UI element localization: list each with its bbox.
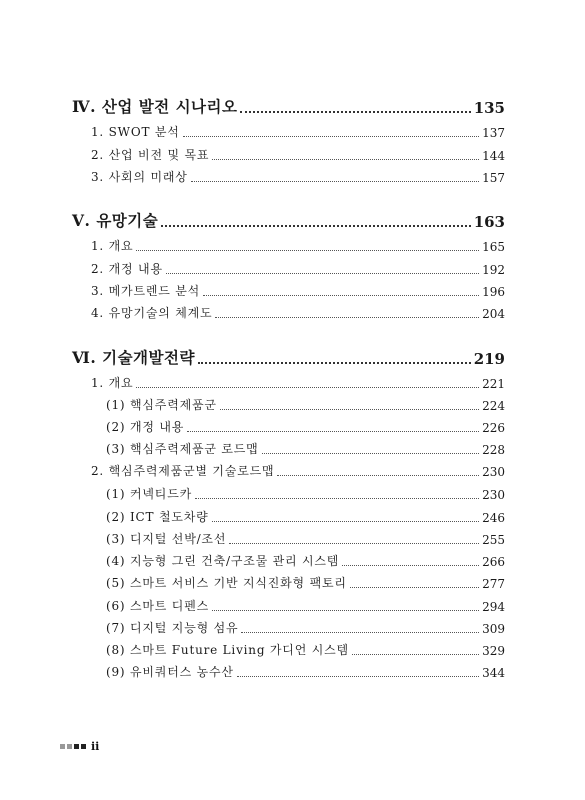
toc-entry-page: 226	[482, 421, 505, 435]
toc-entry-title: (4) 지능형 그린 건축/구조물 관리 시스템	[106, 554, 340, 568]
dot-leader	[166, 273, 479, 274]
toc-entry-title: (2) ICT 철도차량	[106, 510, 209, 524]
dot-leader	[161, 225, 470, 227]
toc-entry[interactable]	[0, 574, 585, 591]
toc-entry-title: 3. 사회의 미래상	[91, 170, 188, 184]
toc-entry-page: 157	[482, 171, 505, 185]
toc-entry-page: 165	[482, 240, 505, 254]
toc-entry-chapter-6[interactable]	[0, 346, 585, 368]
toc-entry-page: 266	[482, 555, 505, 569]
footer-square-icon	[67, 744, 72, 749]
toc-entry-page: 137	[482, 126, 505, 140]
toc-entry[interactable]	[0, 440, 585, 457]
toc-entry-page: 329	[482, 644, 505, 658]
toc-entry-page: 163	[473, 213, 505, 231]
dot-leader	[241, 632, 479, 633]
toc-entry-title: 1. SWOT 분석	[91, 125, 180, 139]
toc-entry-page: 230	[482, 488, 505, 502]
toc-entry[interactable]	[0, 552, 585, 569]
dot-leader	[240, 111, 470, 113]
toc-entry-title: (6) 스마트 디펜스	[106, 599, 209, 613]
dot-leader	[212, 521, 480, 522]
dot-leader	[136, 250, 479, 251]
toc-entry-title: (8) 스마트 Future Living 가디언 시스템	[106, 643, 349, 657]
toc-entry-title: 2. 산업 비전 및 목표	[91, 148, 210, 162]
toc-entry-chapter-5[interactable]	[0, 209, 585, 231]
dot-leader	[195, 498, 479, 499]
toc-entry-page: 246	[482, 511, 505, 525]
footer-square-icon	[81, 744, 86, 749]
toc-entry-page: 255	[482, 533, 505, 547]
toc-entry[interactable]	[0, 304, 585, 321]
dot-leader	[237, 676, 479, 677]
toc-entry-page: 228	[482, 443, 505, 457]
dot-leader	[342, 565, 479, 566]
toc-entry[interactable]	[0, 418, 585, 435]
toc-entry-page: 192	[482, 263, 505, 277]
toc-entry-title: Ⅳ. 산업 발전 시나리오	[72, 97, 238, 116]
toc-entry-page: 294	[482, 600, 505, 614]
toc-entry[interactable]	[0, 282, 585, 299]
dot-leader	[229, 543, 479, 544]
dot-leader	[215, 317, 479, 318]
toc-entry[interactable]	[0, 260, 585, 277]
dot-leader	[350, 587, 479, 588]
toc-entry[interactable]	[0, 396, 585, 413]
toc-entry-title: (1) 커넥티드카	[106, 487, 192, 501]
toc-entry-page: 277	[482, 577, 505, 591]
toc-entry-title: (3) 디지털 선박/조선	[106, 532, 227, 546]
toc-entry[interactable]	[0, 530, 585, 547]
toc-entry-page: 204	[482, 307, 505, 321]
toc-entry-page: 224	[482, 399, 505, 413]
toc-entry[interactable]	[0, 146, 585, 163]
toc-entry-page: 344	[482, 666, 505, 680]
toc-entry-page: 230	[482, 465, 505, 479]
toc-entry-chapter-4[interactable]	[0, 95, 585, 117]
toc-entry[interactable]	[0, 508, 585, 525]
dot-leader	[136, 387, 479, 388]
page-footer	[60, 740, 99, 753]
toc-entry-title: 2. 핵심주력제품군별 기술로드맵	[91, 464, 275, 478]
toc-entry-title: Ⅵ. 기술개발전략	[72, 348, 195, 367]
toc-entry-title: 1. 개요	[91, 376, 134, 390]
toc-entry-title: (7) 디지털 지능형 섬유	[106, 621, 239, 635]
toc-entry[interactable]	[0, 663, 585, 680]
toc-entry-title: Ⅴ. 유망기술	[72, 211, 159, 230]
footer-square-icon	[60, 744, 65, 749]
toc-entry-page: 196	[482, 285, 505, 299]
toc-entry[interactable]	[0, 462, 585, 479]
dot-leader	[212, 610, 479, 611]
toc-entry[interactable]	[0, 641, 585, 658]
footer-square-icon	[74, 744, 79, 749]
toc-entry-title: (5) 스마트 서비스 기반 지식진화형 팩토리	[106, 576, 347, 590]
toc-entry[interactable]	[0, 597, 585, 614]
dot-leader	[203, 295, 479, 296]
dot-leader	[191, 181, 479, 182]
toc-entry[interactable]	[0, 619, 585, 636]
dot-leader	[183, 136, 479, 137]
toc-entry[interactable]	[0, 237, 585, 254]
toc-entry-title: 3. 메가트렌드 분석	[91, 284, 201, 298]
toc-entry[interactable]	[0, 374, 585, 391]
dot-leader	[198, 362, 471, 364]
toc-entry-page: 135	[473, 99, 505, 117]
dot-leader	[220, 409, 479, 410]
dot-leader	[262, 453, 480, 454]
dot-leader	[187, 431, 479, 432]
toc-entry[interactable]	[0, 123, 585, 140]
toc-entry-page: 219	[473, 350, 505, 368]
toc-entry-page: 221	[482, 377, 505, 391]
dot-leader	[212, 159, 479, 160]
toc-entry-page: 144	[482, 149, 505, 163]
toc-entry-title: 1. 개요	[91, 239, 134, 253]
toc-entry-title: (9) 유비쿼터스 농수산	[106, 665, 234, 679]
toc-entry-title: (1) 핵심주력제품군	[106, 398, 217, 412]
toc-entry-title: 4. 유망기술의 체계도	[91, 306, 213, 320]
page-number: ii	[91, 740, 100, 753]
toc-entry[interactable]	[0, 168, 585, 185]
toc-entry-title: (2) 개정 내용	[106, 420, 185, 434]
toc-entry[interactable]	[0, 485, 585, 502]
toc-entry-title: (3) 핵심주력제품군 로드맵	[106, 442, 259, 456]
toc-entry-page: 309	[482, 622, 505, 636]
toc-entry-title: 2. 개정 내용	[91, 262, 163, 276]
dot-leader	[352, 654, 479, 655]
dot-leader	[277, 475, 479, 476]
